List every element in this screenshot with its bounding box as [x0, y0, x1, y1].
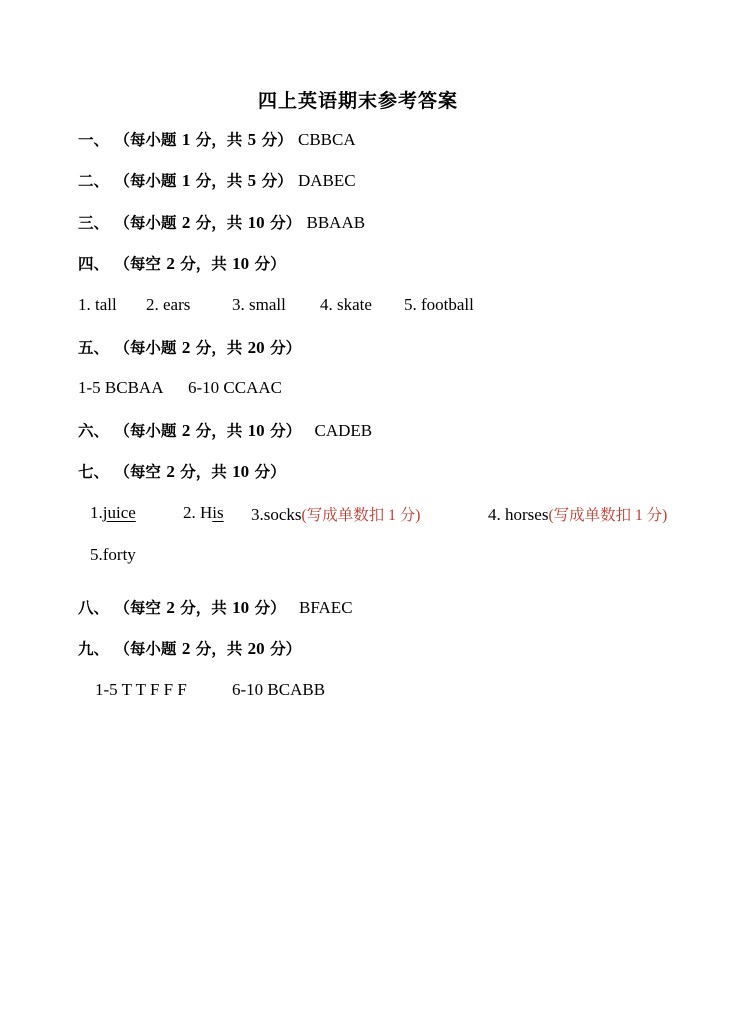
section-answer: CADEB — [314, 421, 373, 440]
section-number: 九、 — [78, 640, 110, 658]
rule-prefix: （每小题 — [114, 640, 177, 658]
section-6-heading — [78, 419, 372, 441]
rule-points: 2 — [166, 598, 175, 617]
rule-total: 10 — [232, 254, 250, 273]
deduction-note: (写成单数扣 1 分) — [548, 507, 668, 524]
section-number: 二、 — [78, 172, 110, 190]
rule-mid: 分，共 — [180, 599, 227, 617]
rule-points: 2 — [181, 213, 191, 232]
rule-prefix: （每空 — [114, 599, 161, 617]
rule-points: 2 — [181, 338, 191, 357]
answer-item: 6-10 BCABB — [232, 680, 326, 699]
answer-number: 2. H — [183, 503, 213, 522]
rule-prefix: （每小题 — [114, 339, 177, 357]
rule-prefix: （每小题 — [114, 172, 177, 190]
rule-total: 10 — [232, 462, 250, 481]
section-number: 五、 — [78, 339, 110, 357]
section-number: 七、 — [78, 463, 110, 481]
rule-points: 1 — [181, 130, 191, 149]
rule-total: 5 — [247, 171, 257, 190]
section-number: 八、 — [78, 599, 110, 617]
answer-item-2 — [183, 503, 224, 523]
answer-item: 4. skate — [320, 295, 372, 314]
section-answer: DABEC — [298, 171, 356, 190]
section-7-heading — [78, 460, 286, 482]
rule-prefix: （每小题 — [114, 214, 177, 232]
rule-suffix: 分） — [261, 172, 293, 190]
rule-total: 10 — [247, 421, 265, 440]
rule-suffix: 分） — [270, 214, 302, 232]
answer-text: 3.socks — [251, 505, 302, 524]
answer-item: 2. ears — [146, 295, 191, 314]
rule-points: 2 — [166, 462, 175, 481]
rule-total: 20 — [247, 338, 265, 357]
rule-points: 2 — [181, 639, 191, 658]
rule-prefix: （每空 — [114, 255, 161, 273]
rule-total: 10 — [247, 213, 265, 232]
rule-suffix: 分） — [254, 599, 286, 617]
rule-points: 1 — [181, 171, 191, 190]
rule-points: 2 — [166, 254, 175, 273]
section-9-heading — [78, 637, 301, 659]
rule-suffix: 分） — [270, 422, 302, 440]
section-answer: CBBCA — [298, 130, 356, 149]
answer-item: 1-5 T T F F F — [95, 680, 187, 699]
section-answer: BBAAB — [306, 213, 366, 232]
answer-item-5: 5.forty — [90, 545, 136, 564]
section-2-heading — [78, 169, 356, 191]
rule-total: 10 — [232, 598, 250, 617]
section-8-heading — [78, 596, 353, 618]
answer-item: 5. football — [404, 295, 474, 314]
answer-item: 3. small — [232, 295, 286, 314]
answer-item-4 — [488, 503, 667, 525]
rule-prefix: （每小题 — [114, 131, 177, 149]
section-answer: BFAEC — [299, 598, 353, 617]
page-title: 四上英语期末参考答案 — [257, 90, 458, 112]
answer-item: 1-5 BCBAA — [78, 378, 164, 397]
rule-total: 5 — [247, 130, 257, 149]
answer-word: juice — [102, 503, 136, 522]
rule-suffix: 分） — [270, 339, 302, 357]
answer-item: 6-10 CCAAC — [188, 378, 282, 397]
section-number: 四、 — [78, 255, 110, 273]
section-3-heading — [78, 211, 365, 233]
answer-item: 1. tall — [78, 295, 117, 314]
rule-mid: 分，共 — [195, 422, 243, 440]
section-1-heading — [78, 128, 356, 150]
rule-mid: 分，共 — [195, 339, 243, 357]
answer-item-3 — [251, 503, 420, 525]
section-4-heading — [78, 252, 286, 274]
rule-mid: 分，共 — [180, 463, 227, 481]
rule-mid: 分，共 — [195, 172, 243, 190]
rule-suffix: 分） — [270, 640, 302, 658]
rule-total: 20 — [247, 639, 265, 658]
deduction-note: (写成单数扣 1 分) — [301, 507, 421, 524]
answer-number: 1. — [90, 503, 103, 522]
rule-mid: 分，共 — [195, 131, 243, 149]
rule-points: 2 — [181, 421, 191, 440]
section-number: 六、 — [78, 422, 110, 440]
rule-suffix: 分） — [254, 255, 286, 273]
section-number: 一、 — [78, 131, 110, 149]
rule-mid: 分，共 — [195, 640, 243, 658]
rule-mid: 分，共 — [195, 214, 243, 232]
rule-suffix: 分） — [261, 131, 293, 149]
rule-prefix: （每空 — [114, 463, 161, 481]
rule-suffix: 分） — [254, 463, 286, 481]
answer-text: 4. horses — [488, 505, 549, 524]
answer-word: is — [212, 503, 224, 522]
section-5-heading — [78, 336, 301, 358]
answer-item-1 — [90, 503, 136, 523]
section-number: 三、 — [78, 214, 110, 232]
rule-mid: 分，共 — [180, 255, 227, 273]
rule-prefix: （每小题 — [114, 422, 177, 440]
